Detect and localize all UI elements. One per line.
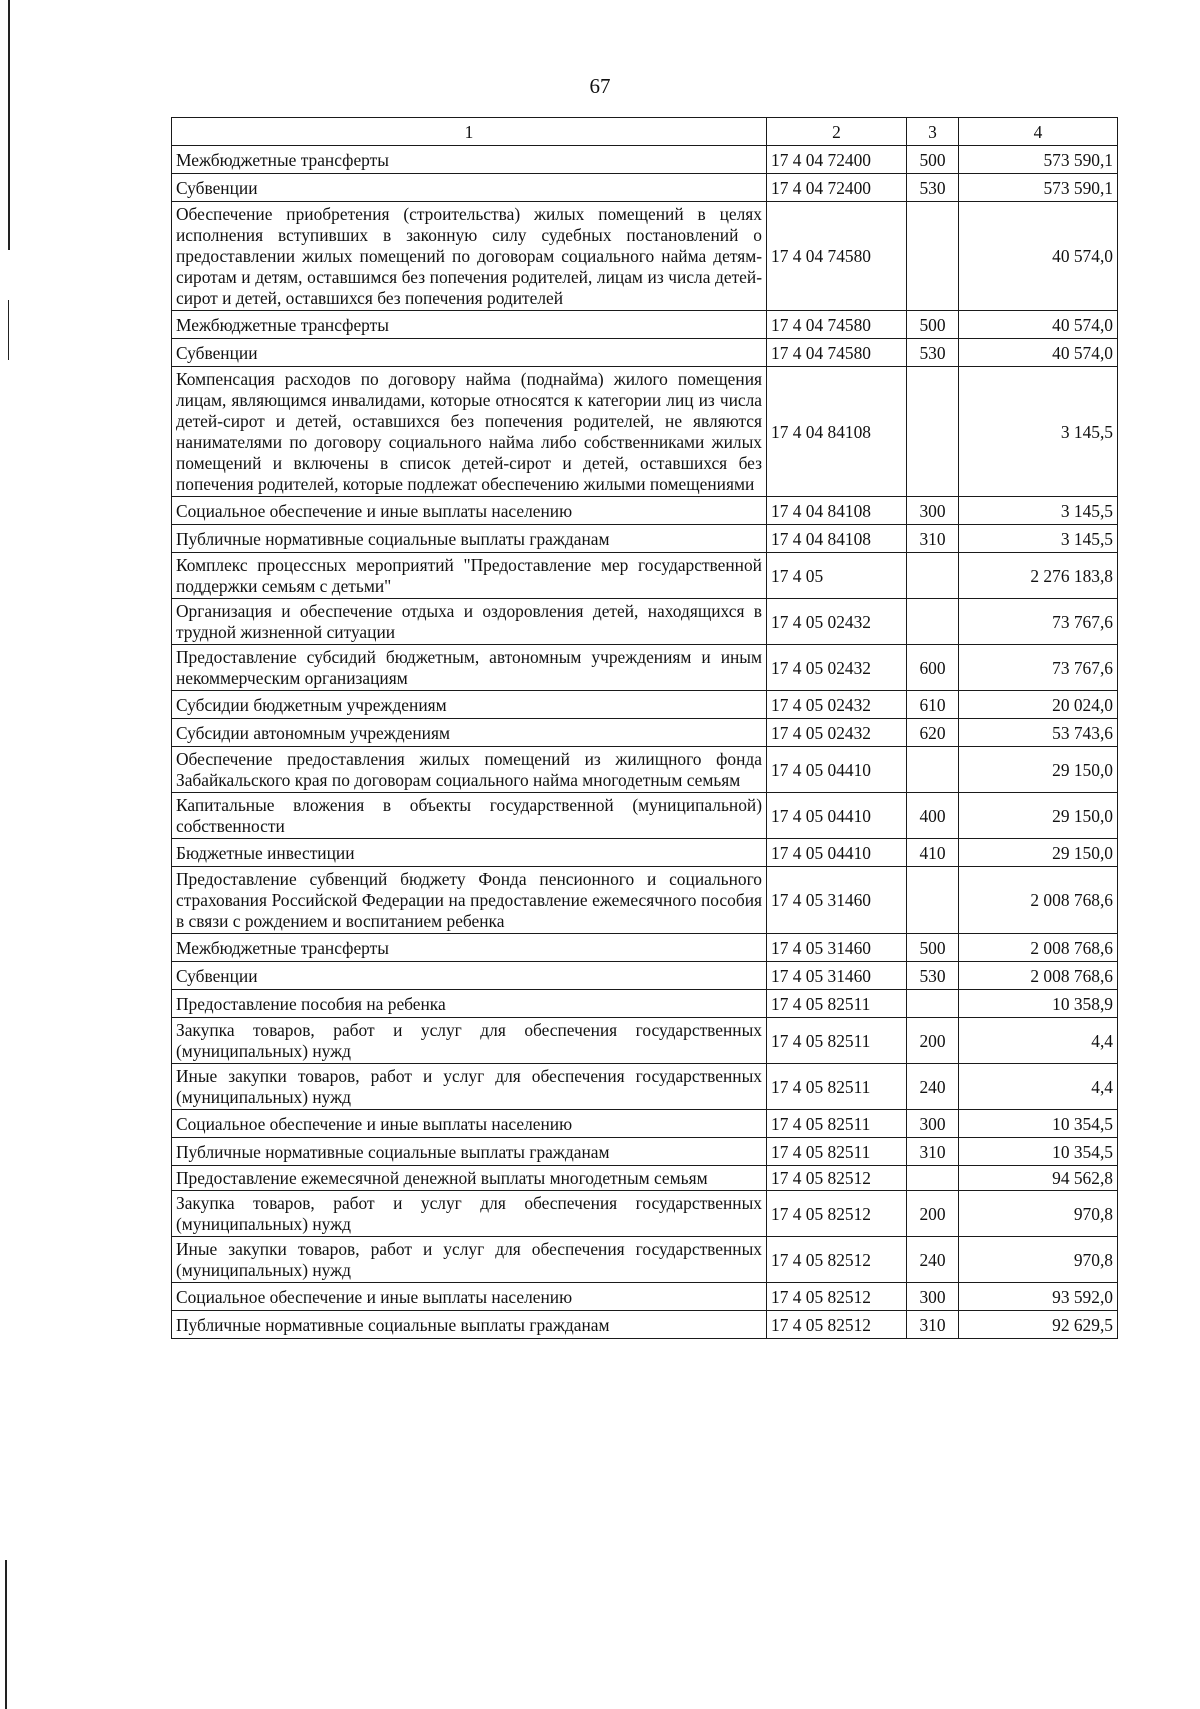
row-sum-cell: 40 574,0 [959,339,1118,367]
row-code-cell: 17 4 05 82512 [767,1166,907,1191]
row-name-cell: Бюджетные инвестиции [172,839,767,867]
row-sum-cell: 73 767,6 [959,599,1118,645]
row-code-cell: 17 4 05 04410 [767,839,907,867]
row-sum-cell: 10 354,5 [959,1110,1118,1138]
row-sum-cell: 4,4 [959,1018,1118,1064]
table-row [172,497,1118,525]
row-name-cell: Предоставление субвенций бюджету Фонда пенсионного и социального страхования Российской Федерации на предоставление ежемесячного пособия в связи с рождением и воспитанием ребенка [172,867,767,934]
row-type-cell: 300 [907,1110,959,1138]
column-header: 1 [172,118,767,146]
row-name-cell: Закупка товаров, работ и услуг для обеспечения государственных (муниципальных) нужд [172,1191,767,1237]
table-row [172,1064,1118,1110]
row-code-cell: 17 4 05 82511 [767,1064,907,1110]
row-sum-cell: 970,8 [959,1237,1118,1283]
row-code-cell: 17 4 05 31460 [767,934,907,962]
table-row [172,525,1118,553]
row-sum-cell: 93 592,0 [959,1283,1118,1311]
row-type-cell: 200 [907,1191,959,1237]
scan-edge-mark [5,1560,7,1709]
table-row [172,719,1118,747]
row-type-cell: 240 [907,1237,959,1283]
row-name-cell: Предоставление ежемесячной денежной выплаты многодетным семьям [172,1166,767,1191]
row-name-cell: Иные закупки товаров, работ и услуг для обеспечения государственных (муниципальных) нужд [172,1237,767,1283]
row-code-cell: 17 4 05 02432 [767,599,907,645]
table-row [172,1237,1118,1283]
row-sum-cell: 94 562,8 [959,1166,1118,1191]
row-code-cell: 17 4 04 74580 [767,202,907,311]
row-sum-cell: 3 145,5 [959,525,1118,553]
row-code-cell: 17 4 05 02432 [767,719,907,747]
row-name-cell: Обеспечение приобретения (строительства) жилых помещений в целях исполнения вступивших в законную силу судебных постановлений о предоставлении жилых помещений по договорам социального найма детям-сиротам и детям, оставшимся без попечения родителей, лицам из числа детей-сирот и детей, оставшихся без попечения родителей [172,202,767,311]
row-name-cell: Организация и обеспечение отдыха и оздоровления детей, находящихся в трудной жизненной ситуации [172,599,767,645]
table-row [172,1138,1118,1166]
row-type-cell [907,367,959,497]
row-code-cell: 17 4 05 02432 [767,645,907,691]
table-row [172,367,1118,497]
scan-edge-mark [8,300,9,360]
table-row [172,691,1118,719]
table-body [172,146,1118,1339]
row-sum-cell: 3 145,5 [959,497,1118,525]
row-code-cell: 17 4 05 82511 [767,1138,907,1166]
row-sum-cell: 4,4 [959,1064,1118,1110]
row-code-cell: 17 4 05 82512 [767,1191,907,1237]
row-code-cell: 17 4 04 74580 [767,311,907,339]
row-name-cell: Субвенции [172,962,767,990]
table-row [172,990,1118,1018]
table-row [172,934,1118,962]
row-type-cell: 200 [907,1018,959,1064]
row-name-cell: Публичные нормативные социальные выплаты гражданам [172,525,767,553]
row-sum-cell: 20 024,0 [959,691,1118,719]
row-code-cell: 17 4 04 72400 [767,146,907,174]
table-row [172,1283,1118,1311]
row-type-cell: 310 [907,1311,959,1339]
row-type-cell: 300 [907,497,959,525]
row-sum-cell: 40 574,0 [959,202,1118,311]
table-row [172,962,1118,990]
row-sum-cell: 73 767,6 [959,645,1118,691]
table-row [172,174,1118,202]
row-type-cell: 410 [907,839,959,867]
row-name-cell: Предоставление субсидий бюджетным, автономным учреждениям и иным некоммерческим организациям [172,645,767,691]
row-code-cell: 17 4 04 84108 [767,525,907,553]
row-code-cell: 17 4 05 82511 [767,1018,907,1064]
row-sum-cell: 53 743,6 [959,719,1118,747]
row-type-cell: 310 [907,1138,959,1166]
row-sum-cell: 29 150,0 [959,747,1118,793]
table-row [172,839,1118,867]
row-name-cell: Межбюджетные трансферты [172,934,767,962]
table-row [172,1311,1118,1339]
table-row [172,1191,1118,1237]
row-type-cell: 620 [907,719,959,747]
row-name-cell: Закупка товаров, работ и услуг для обеспечения государственных (муниципальных) нужд [172,1018,767,1064]
row-sum-cell: 40 574,0 [959,311,1118,339]
row-code-cell: 17 4 04 84108 [767,497,907,525]
table-row [172,1110,1118,1138]
row-name-cell: Комплекс процессных мероприятий "Предоставление мер государственной поддержки семьям с детьми" [172,553,767,599]
row-name-cell: Субсидии бюджетным учреждениям [172,691,767,719]
scan-edge-mark [8,0,10,250]
row-name-cell: Компенсация расходов по договору найма (поднайма) жилого помещения лицам, являющимся инвалидами, которые относятся к категории лиц из числа детей-сирот и детей, оставшихся без попечения родителей, не являются нанимателями по договору социального найма либо собственниками жилых помещений и включены в список детей-сирот и детей, оставшихся без попечения родителей, которые подлежат обеспечению жилыми помещениями [172,367,767,497]
row-type-cell: 530 [907,339,959,367]
row-code-cell: 17 4 05 31460 [767,962,907,990]
row-code-cell: 17 4 04 72400 [767,174,907,202]
table-row [172,1018,1118,1064]
column-header: 4 [959,118,1118,146]
column-header: 3 [907,118,959,146]
row-type-cell [907,202,959,311]
row-code-cell: 17 4 04 74580 [767,339,907,367]
row-sum-cell: 29 150,0 [959,839,1118,867]
row-sum-cell: 92 629,5 [959,1311,1118,1339]
row-type-cell [907,599,959,645]
row-name-cell: Субвенции [172,339,767,367]
row-name-cell: Межбюджетные трансферты [172,311,767,339]
row-code-cell: 17 4 05 31460 [767,867,907,934]
table-row [172,793,1118,839]
row-sum-cell: 970,8 [959,1191,1118,1237]
row-name-cell: Иные закупки товаров, работ и услуг для обеспечения государственных (муниципальных) нужд [172,1064,767,1110]
row-sum-cell: 2 008 768,6 [959,867,1118,934]
row-sum-cell: 2 008 768,6 [959,962,1118,990]
table-row [172,747,1118,793]
row-type-cell [907,553,959,599]
page-number: 67 [589,74,611,98]
row-sum-cell: 10 354,5 [959,1138,1118,1166]
row-type-cell: 240 [907,1064,959,1110]
row-code-cell: 17 4 05 82511 [767,990,907,1018]
row-code-cell: 17 4 05 82512 [767,1283,907,1311]
row-name-cell: Обеспечение предоставления жилых помещений из жилищного фонда Забайкальского края по договорам социального найма многодетным семьям [172,747,767,793]
row-name-cell: Капитальные вложения в объекты государственной (муниципальной) собственности [172,793,767,839]
row-name-cell: Публичные нормативные социальные выплаты гражданам [172,1311,767,1339]
row-name-cell: Субсидии автономным учреждениям [172,719,767,747]
row-type-cell [907,1166,959,1191]
row-type-cell: 610 [907,691,959,719]
row-type-cell [907,990,959,1018]
row-sum-cell: 573 590,1 [959,146,1118,174]
row-type-cell: 400 [907,793,959,839]
row-code-cell: 17 4 04 84108 [767,367,907,497]
row-code-cell: 17 4 05 04410 [767,747,907,793]
row-code-cell: 17 4 05 82512 [767,1237,907,1283]
row-type-cell: 500 [907,311,959,339]
row-sum-cell: 2 276 183,8 [959,553,1118,599]
row-type-cell: 500 [907,934,959,962]
row-name-cell: Публичные нормативные социальные выплаты гражданам [172,1138,767,1166]
table-row [172,645,1118,691]
row-sum-cell: 3 145,5 [959,367,1118,497]
table-row [172,311,1118,339]
row-name-cell: Предоставление пособия на ребенка [172,990,767,1018]
row-sum-cell: 10 358,9 [959,990,1118,1018]
row-sum-cell: 29 150,0 [959,793,1118,839]
table-row [172,867,1118,934]
row-type-cell: 310 [907,525,959,553]
row-sum-cell: 573 590,1 [959,174,1118,202]
row-type-cell [907,867,959,934]
budget-table [171,117,1118,1339]
row-sum-cell: 2 008 768,6 [959,934,1118,962]
row-type-cell: 530 [907,962,959,990]
row-type-cell: 530 [907,174,959,202]
row-name-cell: Социальное обеспечение и иные выплаты населению [172,1110,767,1138]
row-code-cell: 17 4 05 04410 [767,793,907,839]
column-header: 2 [767,118,907,146]
table-row [172,553,1118,599]
table-row [172,599,1118,645]
row-type-cell: 600 [907,645,959,691]
row-name-cell: Социальное обеспечение и иные выплаты населению [172,497,767,525]
row-type-cell [907,747,959,793]
row-name-cell: Субвенции [172,174,767,202]
row-name-cell: Межбюджетные трансферты [172,146,767,174]
row-code-cell: 17 4 05 82511 [767,1110,907,1138]
table-row [172,202,1118,311]
table-row [172,146,1118,174]
table-row [172,339,1118,367]
row-code-cell: 17 4 05 82512 [767,1311,907,1339]
row-code-cell: 17 4 05 02432 [767,691,907,719]
row-type-cell: 300 [907,1283,959,1311]
header-row [172,118,1118,146]
table-row [172,1166,1118,1191]
row-code-cell: 17 4 05 [767,553,907,599]
row-type-cell: 500 [907,146,959,174]
row-name-cell: Социальное обеспечение и иные выплаты населению [172,1283,767,1311]
